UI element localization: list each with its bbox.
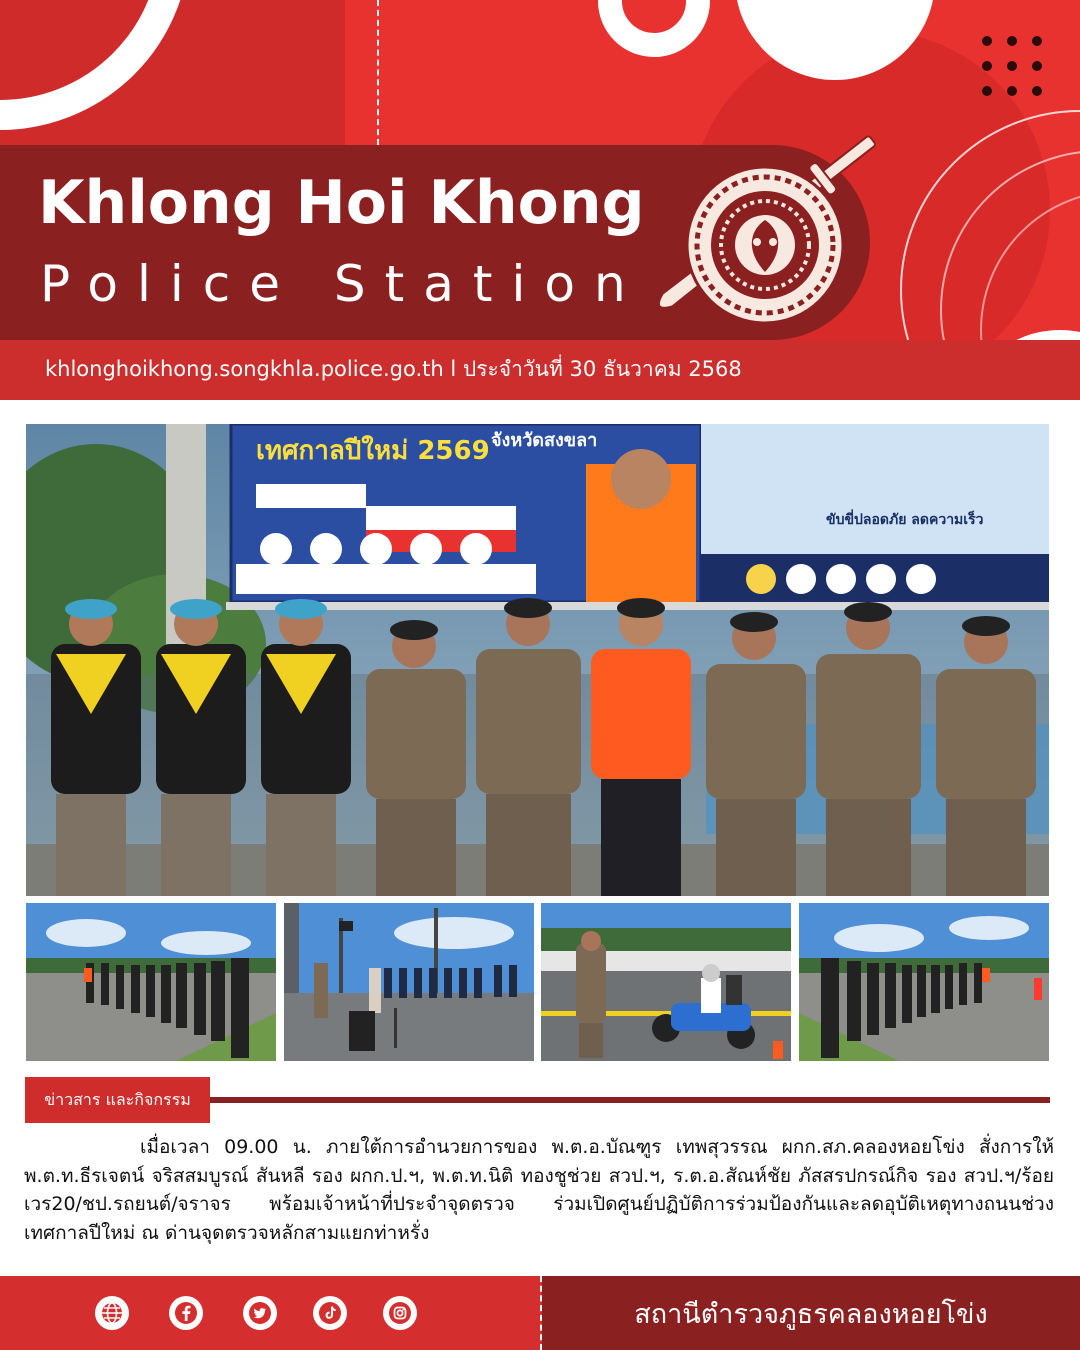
website-date-line: khlonghoikhong.songkhla.police.go.th l ประจำวันที่ 30 ธันวาคม 2568 bbox=[45, 357, 742, 381]
globe-icon[interactable] bbox=[95, 1296, 129, 1330]
twitter-icon[interactable] bbox=[243, 1296, 277, 1330]
banner-text: ขับขี่ปลอดภัย ลดความเร็ว bbox=[826, 512, 984, 528]
facebook-icon[interactable] bbox=[169, 1296, 203, 1330]
main-photo bbox=[26, 424, 1049, 896]
footer-station-name: สถานีตำรวจภูธรคลองหอยโข่ง bbox=[634, 1298, 988, 1330]
section-divider bbox=[210, 1097, 1050, 1103]
decor-dashed-line bbox=[377, 0, 379, 145]
activity-photo bbox=[799, 903, 1049, 1061]
decor-ring bbox=[598, 0, 710, 57]
activity-photo bbox=[26, 903, 276, 1061]
activity-photo bbox=[541, 903, 791, 1061]
banner-text: จังหวัดสงขลา bbox=[491, 430, 598, 451]
page-subtitle: Police Station bbox=[40, 255, 645, 313]
banner-text: เทศกาลปีใหม่ 2569 bbox=[256, 436, 490, 466]
activity-photo bbox=[284, 903, 534, 1061]
section-tag: ข่าวสาร และกิจกรรม bbox=[25, 1077, 210, 1123]
tiktok-icon[interactable] bbox=[313, 1296, 347, 1330]
police-emblem-icon bbox=[640, 100, 900, 340]
news-body: เมื่อเวลา 09.00 น. ภายใต้การอำนวยการของ พ.ต.อ.บัณฑูร เทพสุวรรณ ผกก.สภ.คลองหอยโข่ง สั่งการให้ พ.ต.ท.ธีรเจตน์ จริสสมบูรณ์ สันหลี รอง ผกก.ป.ฯ, พ.ต.ท.นิติ ทองชูช่วย สวป.ฯ, ร.ต.อ.สัณห์ชัย ภัสสรปกรณ์กิจ รอง สวป.ฯ/ร้อยเวร20/ชป.รถยนต์/จราจร พร้อมเจ้าหน้าที่ประจำจุดตรวจ ร่วมเปิดศูนย์ปฏิบัติการร่วมป้องกันและลดอุบัติเหตุทางถนนช่วงเทศกาลปีใหม่ ณ ด่านจุดตรวจหลักสามแยกท่าหรั่ง bbox=[24, 1136, 1054, 1244]
instagram-icon[interactable] bbox=[383, 1296, 417, 1330]
page-title: Khlong Hoi Khong bbox=[38, 168, 645, 238]
dots-icon bbox=[982, 36, 1042, 96]
